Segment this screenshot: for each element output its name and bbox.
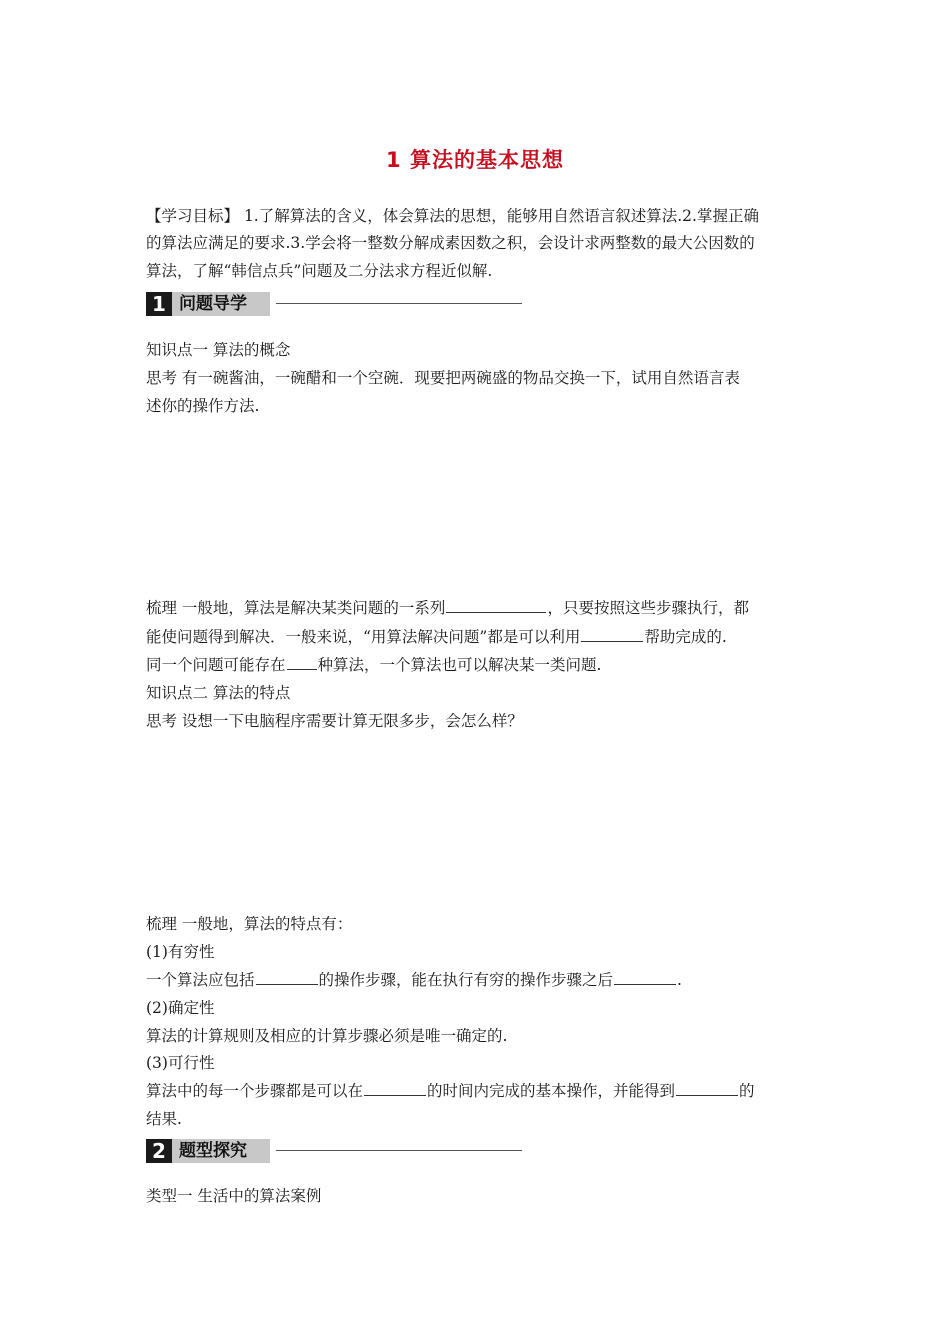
property-3-text-line-1: 算法中的每一个步骤都是可以在 的时间内完成的基本操作，并能得到 的 [146,1082,755,1100]
section-rule [276,303,522,304]
property-2-text: 算法的计算规则及相应的计算步骤必须是唯一确定的. [146,1027,508,1045]
property-3-heading: (3)可行性 [146,1054,215,1072]
knowledge-point-1-heading: 知识点一 算法的概念 [146,341,291,359]
property-1-heading: (1)有穷性 [146,943,215,961]
summary-2-intro: 梳理 一般地，算法的特点有： [146,915,353,933]
fill-blank [256,970,318,985]
question-type-1-heading: 类型一 生活中的算法案例 [146,1187,322,1205]
fill-blank [676,1081,738,1096]
learning-goals-line-3: 算法，了解“韩信点兵”问题及二分法求方程近似解. [146,262,493,280]
learning-goals-label: 【学习目标】 [146,207,240,225]
fill-blank [364,1081,426,1096]
fill-blank [581,627,643,642]
page-title: 1 算法的基本思想 [386,148,564,172]
learning-goals-line-2: 的算法应满足的要求.3.学会将一整数分解成素因数之积，会设计求两整数的最大公因数的 [146,234,755,252]
summary-1-line-3: 同一个问题可能存在 种算法，一个算法也可以解决某一类问题. [146,656,602,674]
section-number: 1 [146,292,172,316]
section-label: 问题导学 [179,294,247,314]
property-2-heading: (2)确定性 [146,999,215,1017]
section-rule [276,1150,522,1151]
section-label: 题型探究 [179,1141,247,1161]
fill-blank [287,655,317,670]
section-number: 2 [146,1139,172,1163]
property-3-text-line-2: 结果. [146,1110,182,1128]
summary-1-line-2: 能使问题得到解决．一般来说，“用算法解决问题”都是可以利用 帮助完成的. [146,628,727,646]
think-2-line: 思考 设想一下电脑程序需要计算无限多步，会怎么样？ [146,712,523,730]
summary-1-line-1: 梳理 一般地，算法是解决某类问题的一系列 ，只要按照这些步骤执行，都 [146,599,749,617]
fill-blank [614,970,676,985]
learning-goals-line-1: 【学习目标】 1.了解算法的含义，体会算法的思想，能够用自然语言叙述算法.2.掌握正确 [146,207,759,225]
think-1-line-2: 述你的操作方法. [146,397,260,415]
knowledge-point-2-heading: 知识点二 算法的特点 [146,684,291,702]
think-1-line-1: 思考 有一碗酱油，一碗醋和一个空碗．现要把两碗盛的物品交换一下，试用自然语言表 [146,369,740,387]
fill-blank [446,598,546,613]
property-1-text: 一个算法应包括 的操作步骤，能在执行有穷的操作步骤之后 . [146,971,682,989]
